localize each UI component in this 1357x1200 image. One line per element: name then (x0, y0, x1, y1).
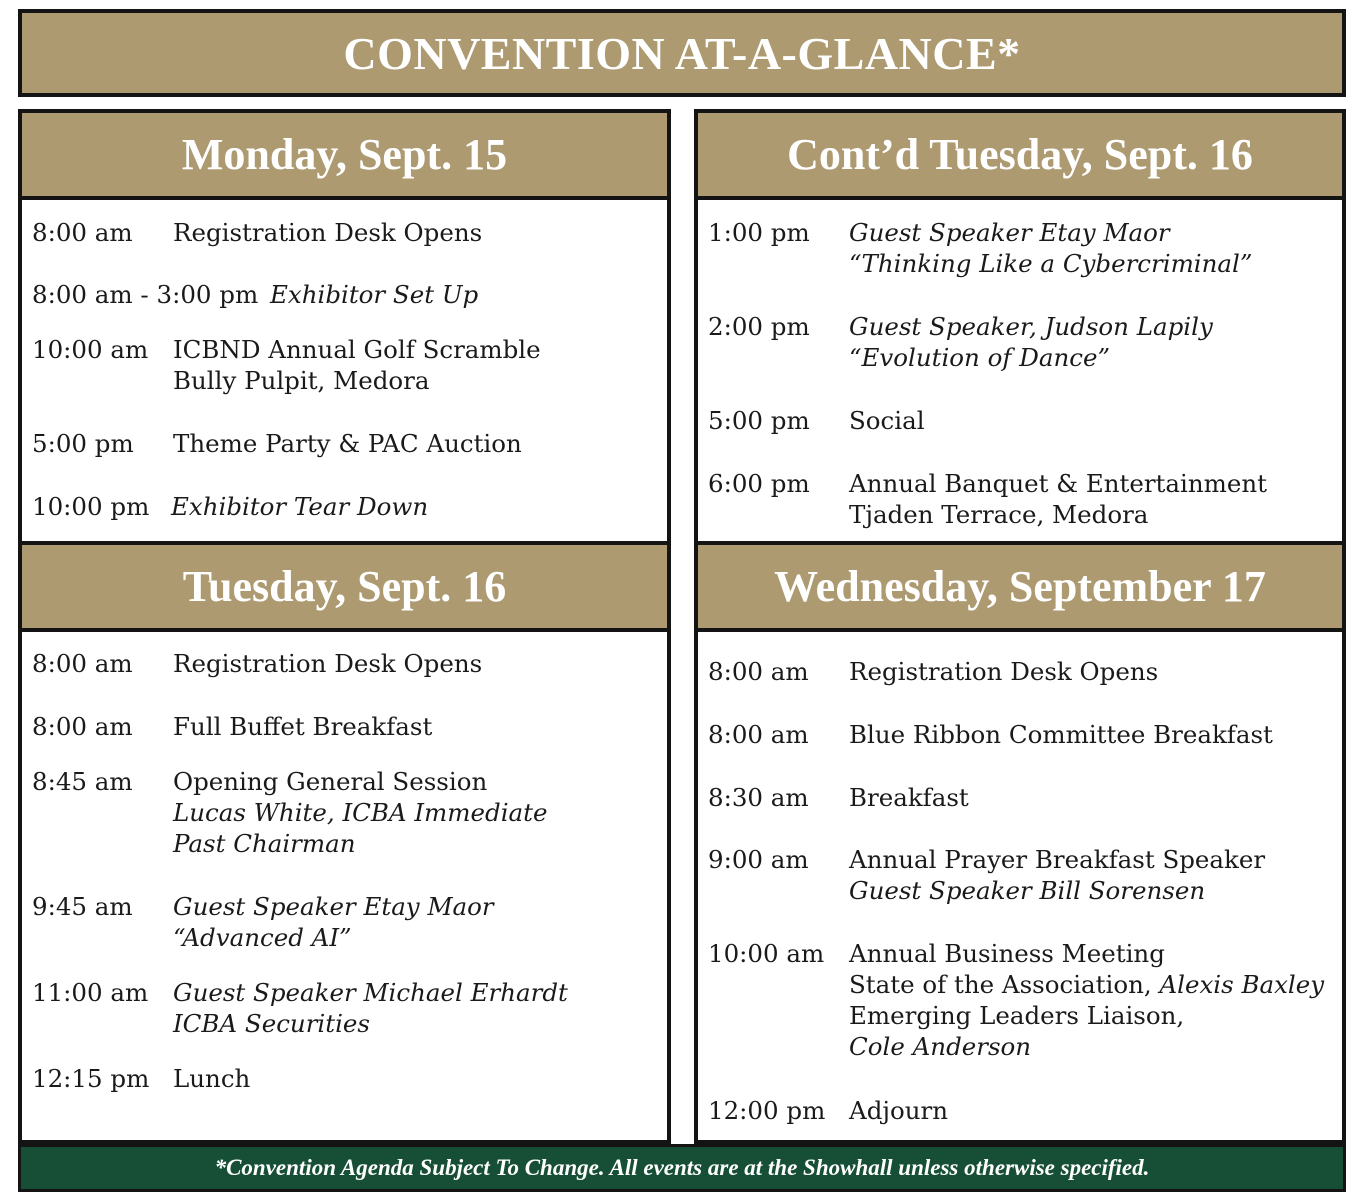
event-description-line: Breakfast (849, 783, 969, 812)
tuesday-header (22, 545, 667, 632)
event-description-line: Emerging Leaders Liaison, (849, 1001, 1185, 1030)
event-description-part: Alexis Baxley (1159, 970, 1325, 999)
event-description (849, 656, 1158, 687)
event-description (849, 468, 1267, 530)
event-time: 10:00 am (708, 939, 825, 968)
left-column (18, 109, 671, 1144)
event-time: 9:45 am (32, 892, 133, 921)
event-time: 12:15 pm (32, 1064, 150, 1093)
event-description (849, 719, 1273, 750)
event-description (173, 711, 432, 742)
event-description-line: Past Chairman (173, 829, 356, 858)
event-description-line: Annual Business Meeting (849, 939, 1165, 968)
event-description-line: ICBA Securities (173, 1009, 370, 1038)
event-description-line: Lunch (173, 1064, 251, 1093)
page-title-bar (18, 9, 1346, 97)
event-description (173, 977, 568, 1039)
event-description (849, 311, 1213, 373)
event-description (849, 782, 969, 813)
event-time: 8:00 am (32, 712, 133, 741)
tuesday-contd-header-label: Cont’d Tuesday, Sept. 16 (787, 130, 1253, 179)
event-description-line: Registration Desk Opens (849, 657, 1159, 686)
event-description (849, 938, 1324, 1062)
event-description (849, 1095, 948, 1126)
event-description (849, 217, 1252, 279)
event-description-line: ICBND Annual Golf Scramble (173, 335, 541, 364)
tuesday-header-label: Tuesday, Sept. 16 (182, 562, 507, 611)
event-description (270, 279, 478, 310)
event-time: 8:00 am (32, 218, 133, 247)
event-description-line: Exhibitor Set Up (270, 280, 479, 309)
event-description (173, 648, 482, 679)
event-time: 12:00 pm (708, 1096, 826, 1125)
event-description-line: Social (849, 406, 925, 435)
event-description-part: State of the Association, (849, 970, 1160, 999)
event-time: 8:45 am (32, 767, 133, 796)
event-description (849, 405, 925, 436)
event-description-line (849, 969, 1324, 1000)
event-description-line: Guest Speaker Michael Erhardt (173, 978, 568, 1007)
event-description (173, 1063, 250, 1094)
event-time: 8:30 am (708, 783, 809, 812)
event-description-line: Lucas White, ICBA Immediate (173, 798, 548, 827)
event-description-line: Guest Speaker Bill Sorensen (849, 876, 1206, 905)
event-time: 9:00 am (708, 845, 809, 874)
event-description-line: Adjourn (849, 1096, 948, 1125)
event-description-line: Guest Speaker Etay Maor (173, 892, 494, 921)
event-time: 10:00 am (32, 335, 149, 364)
event-description (173, 217, 482, 248)
event-description-line: Registration Desk Opens (173, 649, 483, 678)
event-description-line: “Evolution of Dance” (849, 343, 1110, 372)
event-time: 8:00 am (32, 649, 133, 678)
event-description-line: Theme Party & PAC Auction (173, 429, 522, 458)
monday-header-label: Monday, Sept. 15 (181, 130, 508, 179)
event-description (173, 428, 522, 459)
event-description-line: Guest Speaker Etay Maor (849, 218, 1170, 247)
right-column (694, 109, 1346, 1144)
event-description (173, 766, 547, 859)
event-time: 5:00 pm (32, 429, 134, 458)
event-description-line: Full Buffet Breakfast (173, 712, 433, 741)
footer-note: *Convention Agenda Subject To Change. All events are at the Showhall unless otherwise specified. (214, 1155, 1150, 1180)
event-description-line: Opening General Session (173, 767, 488, 796)
event-time: 5:00 pm (708, 406, 810, 435)
event-description (173, 334, 541, 396)
event-description-line: Annual Banquet & Entertainment (849, 469, 1267, 498)
event-time: 8:00 am (708, 657, 809, 686)
event-time: 6:00 pm (708, 469, 810, 498)
event-description-line: “Advanced AI” (173, 923, 352, 952)
event-time: 8:00 am - 3:00 pm (32, 280, 259, 309)
event-time: 10:00 pm (32, 492, 150, 521)
event-description-line: Registration Desk Opens (173, 218, 483, 247)
wednesday-header (698, 545, 1342, 632)
monday-header (22, 113, 667, 200)
event-description-line: Tjaden Terrace, Medora (849, 500, 1149, 529)
event-description (849, 844, 1265, 906)
event-description-line: Guest Speaker, Judson Lapily (849, 312, 1213, 341)
event-description-line: “Thinking Like a Cybercriminal” (849, 249, 1253, 278)
event-time: 1:00 pm (708, 218, 810, 247)
tuesday-contd-header (698, 113, 1342, 200)
event-description-line: Blue Ribbon Committee Breakfast (849, 720, 1273, 749)
wednesday-header-label: Wednesday, September 17 (774, 562, 1266, 611)
footer-note-bar (18, 1144, 1346, 1192)
event-description-line: Exhibitor Tear Down (171, 492, 429, 521)
event-time: 2:00 pm (708, 312, 810, 341)
event-description-line: Bully Pulpit, Medora (173, 366, 430, 395)
event-time: 8:00 am (708, 720, 809, 749)
event-description (173, 891, 494, 953)
event-time: 11:00 am (32, 978, 149, 1007)
event-description-line: Cole Anderson (849, 1032, 1032, 1061)
event-description-line: Annual Prayer Breakfast Speaker (849, 845, 1266, 874)
page-title: CONVENTION AT-A-GLANCE* (343, 27, 1021, 79)
event-description (171, 491, 428, 522)
